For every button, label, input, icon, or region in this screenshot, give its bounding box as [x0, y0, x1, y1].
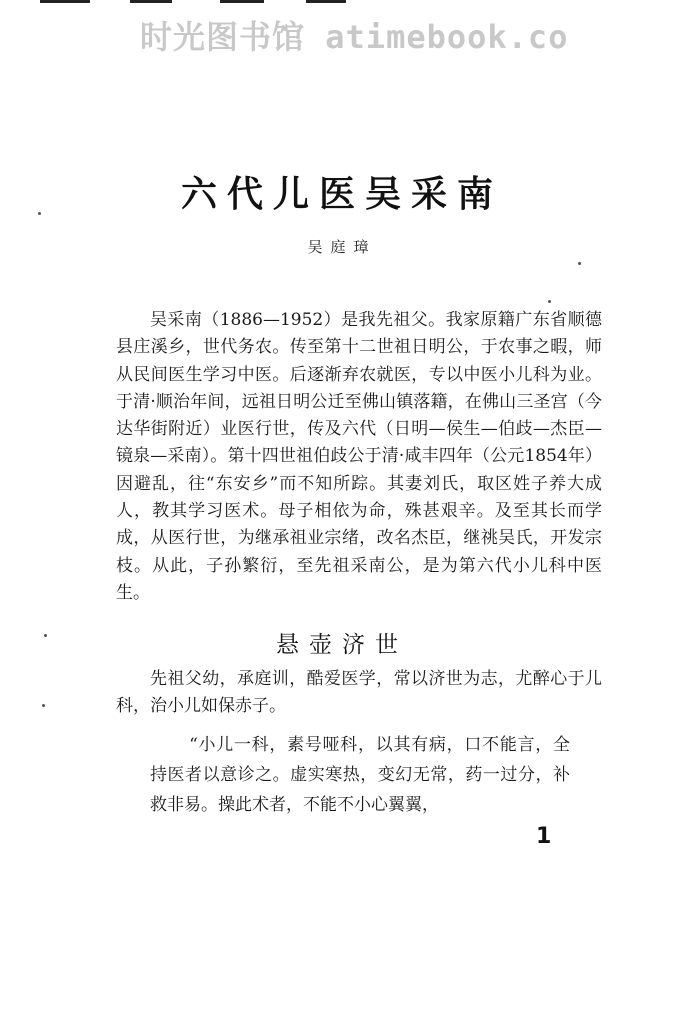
- section-heading: 悬壶济世: [276, 632, 408, 658]
- scan-speck: [578, 262, 581, 265]
- paragraph-intro: 吴采南（1886—1952）是我先祖父。我家原籍广东省顺德县庄溪乡，世代务农。传至第十二世祖日明公，于农事之暇，师从民间医生学习中医。后逐渐弃农就医，专以中医小儿科为业。于清·顺治年间，远祖日明公迁至佛山镇落籍，在佛山三圣宫（今达华街附近）业医行世，传及六代（日明—侯生—伯歧—杰臣—镜泉—采南）。第十四世祖伯歧公于清·咸丰四年（公元1854年）因避乱，往“东安乡”而不知所踪。其妻刘氏，取区姓子养大成人，教其学习医术。母子相依为命，殊甚艰辛。及至其长而学成，从医行世，为继承祖业宗绪，改名杰臣，继祧吴氏，开发宗枝。从此，子孙繁衍，至先祖采南公，是为第六代小儿科中医生。: [116, 310, 602, 603]
- scan-speck: [42, 704, 45, 707]
- watermark: 时光图书馆 atimebook.co: [140, 18, 569, 56]
- author-name: 吴庭璋: [307, 238, 377, 256]
- paragraph-section: 先祖父幼，承庭训，酷爱医学，常以济世为志，尤醉心于儿科，治小儿如保赤子。: [116, 669, 602, 717]
- scan-speck: [548, 300, 551, 303]
- scan-speck: [38, 212, 41, 215]
- top-edge-marks: [0, 0, 684, 6]
- quote-block: “小儿一科，素号哑科，以其有病，口不能言，全持医者以意诊之。虚实寒热，变幻无常，药一过分，补救非易。操此术者，不能不小心翼翼，: [150, 735, 570, 815]
- scan-speck: [44, 634, 47, 637]
- page-number: 1: [536, 824, 552, 849]
- page-title: 六代儿医吴采南: [180, 174, 503, 215]
